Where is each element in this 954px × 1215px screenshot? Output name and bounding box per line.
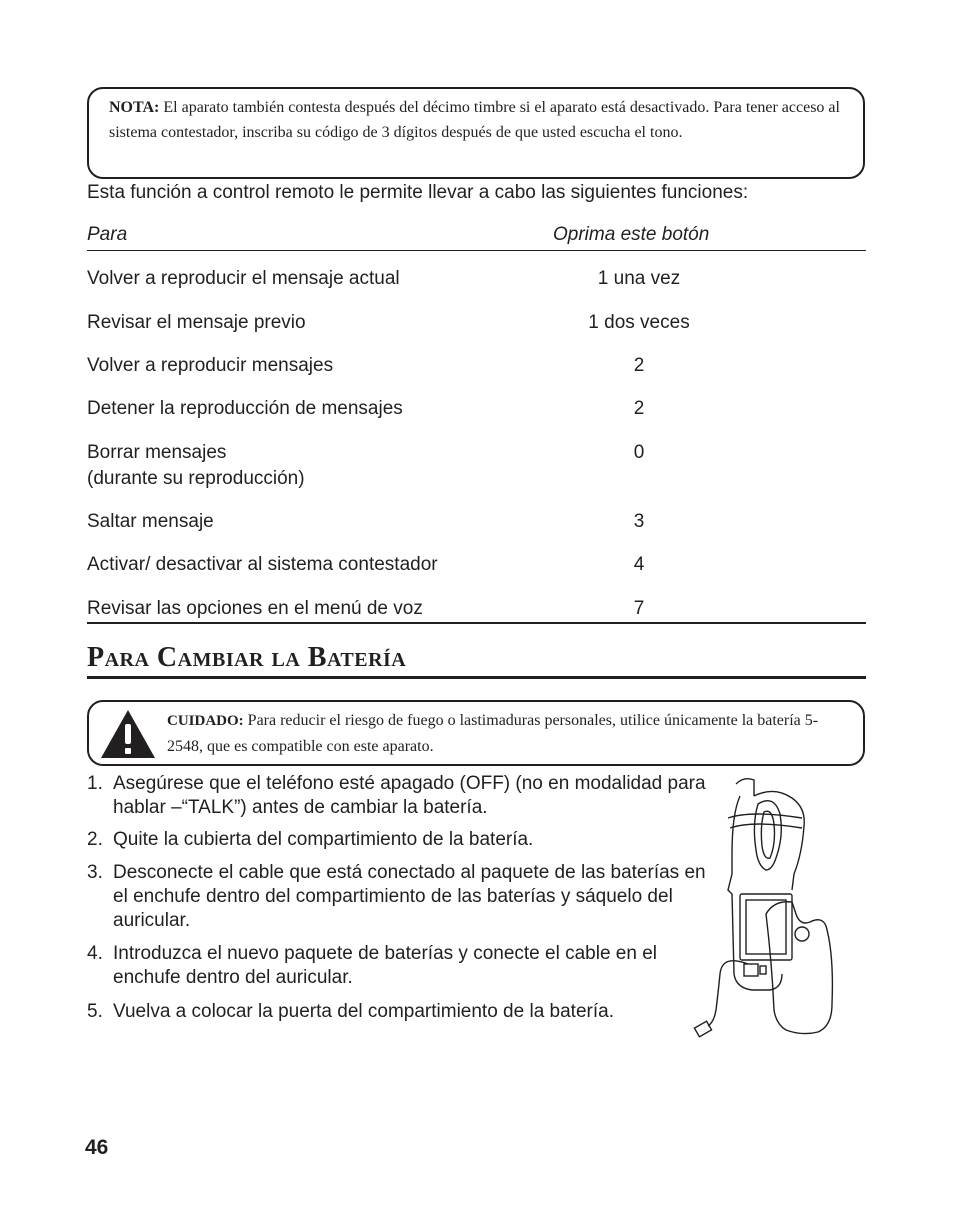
row-value: 1 una vez bbox=[597, 268, 681, 289]
row-value: 4 bbox=[633, 554, 645, 575]
row-value: 3 bbox=[633, 511, 645, 532]
caution-text: Para reducir el riesgo de fuego o lastimaduras personales, utilice únicamente la batería 5-2548, que es compatible con este aparato. bbox=[167, 712, 819, 755]
caution-box bbox=[87, 700, 865, 766]
step-text: Vuelva a colocar la puerta del compartimiento de la batería. bbox=[113, 1001, 614, 1022]
warning-triangle-icon bbox=[99, 708, 157, 760]
caution-label: CUIDADO: bbox=[167, 713, 244, 729]
row-sublabel: (durante su reproducción) bbox=[87, 468, 305, 489]
intro-text: Esta función a control remoto le permite llevar a cabo las siguientes funciones: bbox=[87, 182, 749, 203]
row-label: Saltar mensaje bbox=[87, 511, 214, 532]
step-text: Quite la cubierta del compartimiento de la batería. bbox=[113, 829, 534, 850]
col-header-para: Para bbox=[87, 224, 128, 245]
caution-text-block bbox=[167, 708, 847, 759]
row-value: 2 bbox=[633, 355, 645, 376]
row-label: Borrar mensajes bbox=[87, 442, 227, 463]
section-title: Para Cambiar la Batería bbox=[87, 640, 866, 679]
table-bottom-rule bbox=[87, 622, 866, 624]
step-number: 3. bbox=[87, 862, 103, 883]
step-text: Introduzca el nuevo paquete de baterías y conecte el cable en el enchufe dentro del auricular. bbox=[113, 943, 657, 988]
note-label: NOTA: bbox=[109, 99, 160, 116]
step-number: 4. bbox=[87, 943, 103, 964]
row-label: Revisar las opciones en el menú de voz bbox=[87, 598, 423, 619]
step-number: 2. bbox=[87, 829, 103, 850]
row-label: Activar/ desactivar al sistema contestador bbox=[87, 554, 438, 575]
page-number: 46 bbox=[85, 1136, 109, 1159]
row-label: Volver a reproducir mensajes bbox=[87, 355, 334, 376]
step-number: 1. bbox=[87, 773, 103, 794]
row-value: 0 bbox=[633, 442, 645, 463]
handset-battery-illustration bbox=[692, 774, 842, 1038]
row-value: 2 bbox=[633, 398, 645, 419]
note-text: El aparato también contesta después del décimo timbre si el aparato está desactivado. Para tener acceso al sistema contestador, inscriba su código de 3 dígitos después de que usted escucha el tono. bbox=[109, 99, 840, 141]
step-text: Desconecte el cable que está conectado al paquete de las baterías en el enchufe dentro del compartimiento de las baterías y sáquelo del auricular. bbox=[113, 862, 706, 931]
row-label: Detener la reproducción de mensajes bbox=[87, 398, 403, 419]
table-header bbox=[87, 222, 866, 251]
col-header-oprima: Oprima este botón bbox=[553, 224, 710, 245]
row-value: 1 dos veces bbox=[588, 312, 690, 333]
step-text: Asegúrese que el teléfono esté apagado (OFF) (no en modalidad para hablar –“TALK”) antes de cambiar la batería. bbox=[113, 773, 706, 818]
row-label: Revisar el mensaje previo bbox=[87, 312, 306, 333]
row-label: Volver a reproducir el mensaje actual bbox=[87, 268, 400, 289]
note-box bbox=[87, 87, 865, 179]
step-number: 5. bbox=[87, 1001, 103, 1022]
row-value: 7 bbox=[633, 598, 645, 619]
